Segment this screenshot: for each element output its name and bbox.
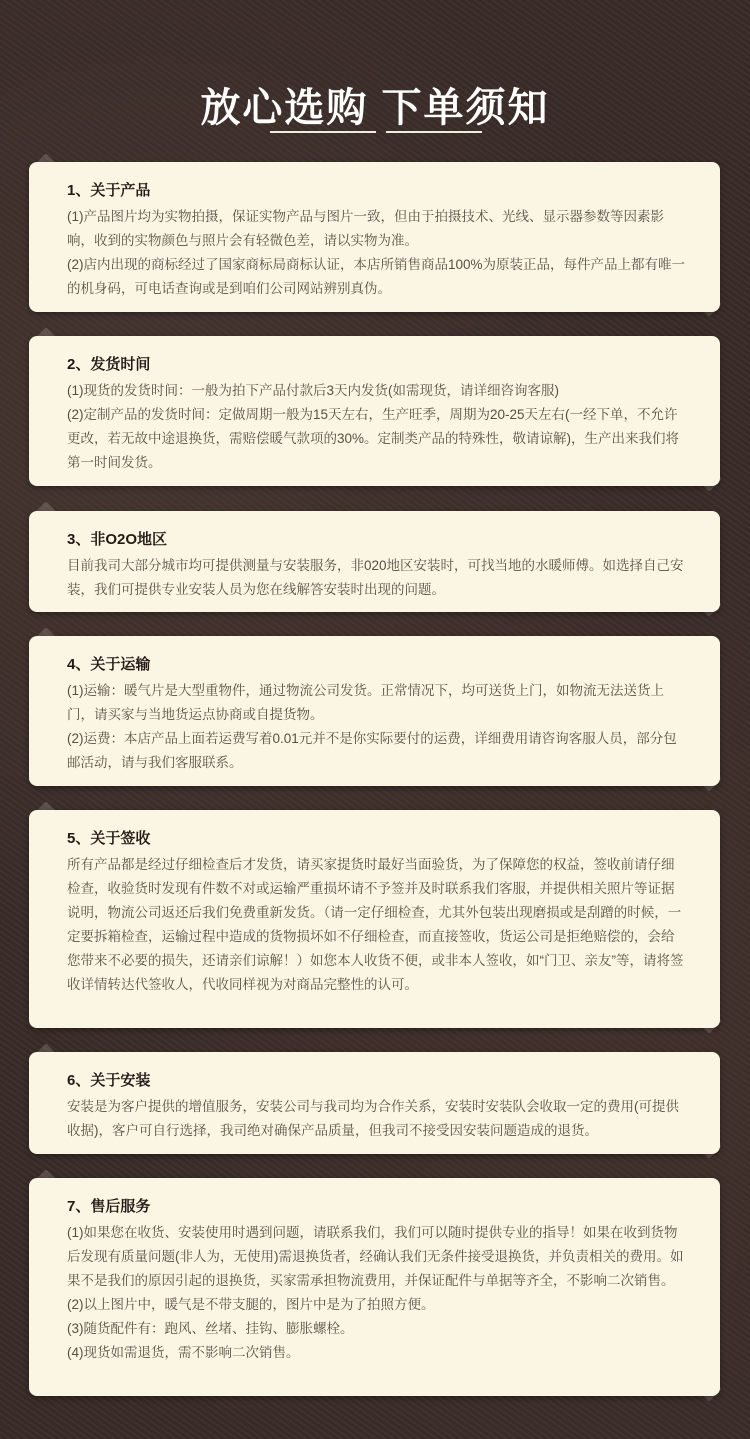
- card-paragraph: (2)店内出现的商标经过了国家商标局商标认证，本店所销售商品100%为原装正品，每件产品上都有唯一的机身码，可电话查询或是到咱们公司网站辨别真伪。: [67, 257, 686, 296]
- notice-card-signing: [29, 810, 720, 1028]
- card-paragraph: 目前我司大部分城市均可提供测量与安装服务，非020地区安装时，可找当地的水暖师傅。如选择自己安装，我们可提供专业安装人员为您在线解答安装时出现的问题。: [67, 558, 684, 597]
- card-paragraph: (4)现货如需退货，需不影响二次销售。: [67, 1345, 300, 1360]
- notice-card-products: [29, 162, 720, 312]
- card-paragraph: (1)运输：暖气片是大型重物件，通过物流公司发货。正常情况下，均可送货上门，如物流无法送货上门，请买家与当地货运点协商或自提货物。: [67, 683, 664, 722]
- title-underline-left: [270, 131, 376, 133]
- card-title: 7、售后服务: [67, 1198, 151, 1215]
- title-underline-right: [386, 131, 482, 133]
- card-paragraph: (1)如果您在收货、安装使用时遇到问题，请联系我们，我们可以随时提供专业的指导！如果在收到货物后发现有质量问题(非人为，无使用)需退换货者，经确认我们无条件接受退换货，并负责相关的费用。如果不是我们的原因引起的退换货，买家需承担物流费用，并保证配件与单据等齐全，不影响二次销售。: [67, 1225, 684, 1288]
- card-title: 1、关于产品: [67, 182, 151, 199]
- card-title: 4、关于运输: [67, 656, 151, 673]
- card-title: 2、发货时间: [67, 356, 151, 373]
- notice-card-non-o2o: [29, 511, 720, 612]
- card-paragraph: (1)产品图片均为实物拍摄，保证实物产品与图片一致，但由于拍摄技术、光线、显示器参数等因素影响，收到的实物颜色与照片会有轻微色差，请以实物为准。: [67, 209, 664, 248]
- card-paragraph: 所有产品都是经过仔细检查后才发货，请买家提货时最好当面验货，为了保障您的权益，签收前请仔细检查，收验货时发现有件数不对或运输严重损坏请不予签并及时联系我们客服，并提供相关照片等证据说明，物流公司返还后我们免费重新发货。（请一定仔细检查，尤其外包装出现磨损或是刮蹭的时候，一定要拆箱检查，运输过程中造成的货物损坏如不仔细检查，而直接签收，货运公司是拒绝赔偿的，会给您带来不必要的损失，还请亲们谅解！）如您本人收货不便，或非本人签收，如“门卫、亲友”等，请将签收详情转达代签收人，代收同样视为对商品完整性的认可。: [67, 857, 684, 992]
- notice-card-shipping-time: [29, 336, 720, 486]
- card-paragraph: (2)定制产品的发货时间：定做周期一般为15天左右，生产旺季，周期为20-25天左右(一经下单，不允许更改，若无故中途退换货，需赔偿暖气款项的30%。定制类产品的特殊性，敬请谅解)，生产出来我们将第一时间发货。: [67, 407, 680, 470]
- card-paragraph: (1)现货的发货时间：一般为拍下产品付款后3天内发货(如需现货，请详细咨询客服): [67, 383, 559, 398]
- page-title: 放心选购 下单须知: [200, 86, 550, 130]
- card-title: 3、非O2O地区: [67, 531, 168, 548]
- card-paragraph: 安装是为客户提供的增值服务，安装公司与我司均为合作关系，安装时安装队会收取一定的费用(可提供收据)，客户可自行选择，我司绝对确保产品质量，但我司不接受因安装问题造成的退货。: [67, 1099, 679, 1138]
- card-paragraph: (3)随货配件有：跑风、丝堵、挂钩、膨胀螺栓。: [67, 1321, 354, 1336]
- card-title: 5、关于签收: [67, 830, 151, 847]
- card-paragraph: (2)运费：本店产品上面若运费写着0.01元并不是你实际要付的运费，详细费用请咨询客服人员，部分包邮活动，请与我们客服联系。: [67, 731, 677, 770]
- card-paragraph: (2)以上图片中，暖气是不带支腿的，图片中是为了拍照方便。: [67, 1297, 435, 1312]
- notice-card-transport: [29, 636, 720, 786]
- notice-card-installation: [29, 1052, 720, 1154]
- notice-card-after-sales: [29, 1178, 720, 1396]
- card-title: 6、关于安装: [67, 1072, 151, 1089]
